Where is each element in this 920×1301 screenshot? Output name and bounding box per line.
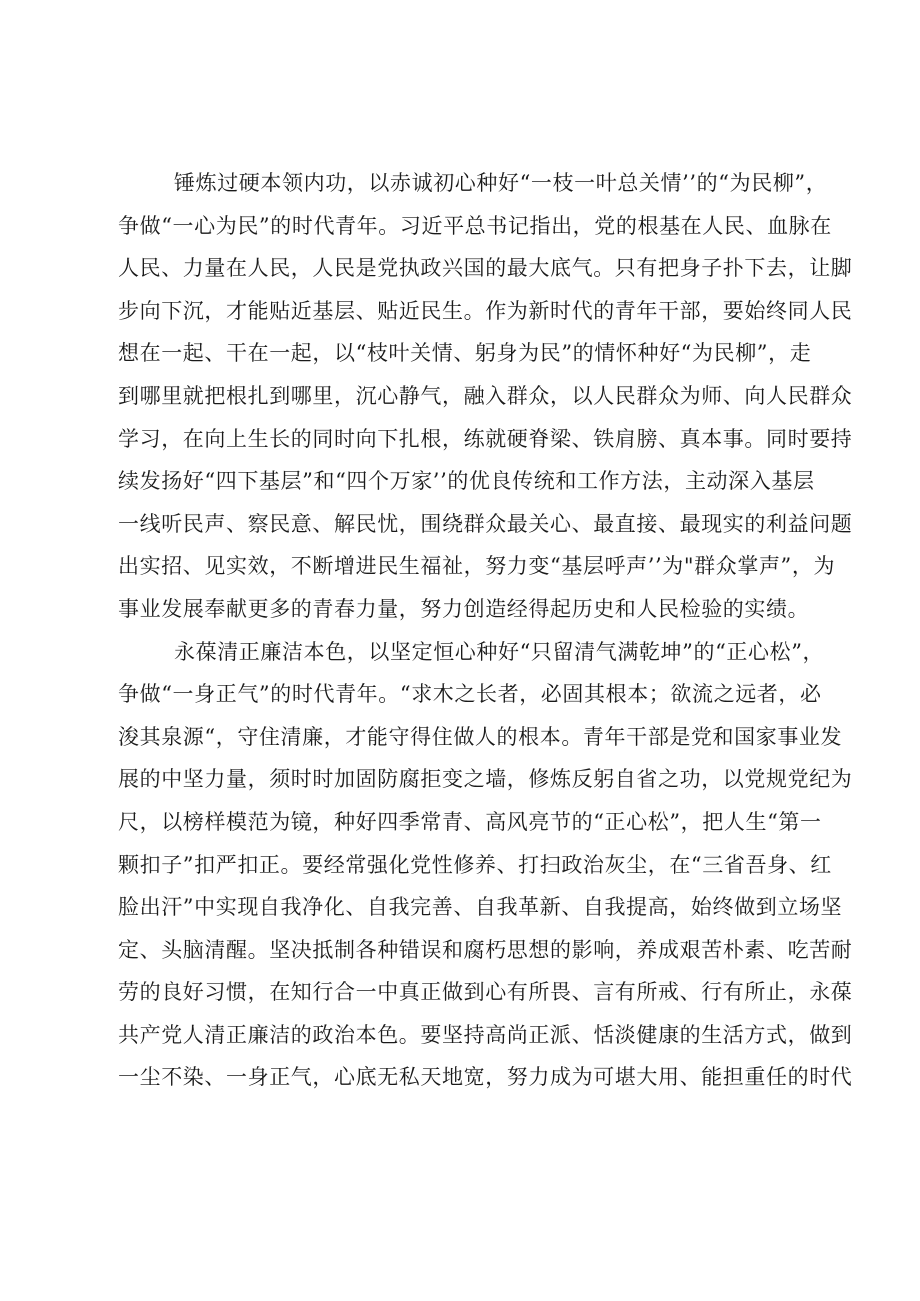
paragraph-line: 劳的良好习惯，在知行合一中真正做到心有所畏、言有所戒、行有所止，永葆 xyxy=(118,980,853,1005)
paragraph-serve-people xyxy=(118,162,853,631)
paragraph-line: 展的中坚力量，须时时加固防腐拒变之墙，修炼反躬自省之功，以党规党纪为 xyxy=(118,767,853,792)
paragraph-line: 步向下沉，才能贴近基层、贴近民生。作为新时代的青年干部，要始终同人民 xyxy=(118,298,853,323)
paragraph-line: 锤炼过硬本领内功，以赤诚初心种好“一枝一叶总关情’’的“为民柳”， xyxy=(174,171,828,195)
paragraph-line: 脸出汗”中实现自我净化、自我完善、自我革新、自我提高，始终做到立场坚 xyxy=(118,895,843,920)
paragraph-line: 想在一起、干在一起，以“枝叶关情、躬身为民”的情怀种好“为民柳”，走 xyxy=(118,341,812,366)
paragraph-integrity xyxy=(118,631,853,1100)
document-body xyxy=(118,162,853,1099)
paragraph-line: 永葆清正廉洁本色，以坚定恒心种好“只留清气满乾坤”的“正心松”， xyxy=(174,639,825,664)
paragraph-line: 人民、力量在人民，人民是党执政兴国的最大底气。只有把身子扑下去，让脚 xyxy=(118,256,853,281)
paragraph-line: 定、头脑清醒。坚决抵制各种错误和腐朽思想的影响，养成艰苦朴素、吃苦耐 xyxy=(118,937,853,962)
paragraph-line: 一尘不染、一身正气，心底无私天地宽，努力成为可堪大用、能担重任的时代 xyxy=(118,1065,853,1090)
paragraph-line: 一线听民声、察民意、解民忧，围绕群众最关心、最直接、最现实的利益问题 xyxy=(118,511,853,536)
paragraph-line: 争做“一身正气”的时代青年。“求木之长者，必固其根本；欲流之远者，必 xyxy=(118,682,822,707)
paragraph-line: 争做“一心为民”的时代青年。习近平总书记指出，党的根基在人民、血脉在 xyxy=(118,213,832,238)
paragraph-line: 续发扬好“四下基层”和“四个万家’’的优良传统和工作方法，主动深入基层 xyxy=(118,469,815,494)
paragraph-line: 颗扣子”扣严扣正。要经常强化党性修养、打扫政治灰尘，在“三省吾身、红 xyxy=(118,852,832,877)
paragraph-line: 浚其泉源“，守住清廉，才能守得住做人的根本。青年干部是党和国家事业发 xyxy=(118,724,843,749)
paragraph-line: 共产党人清正廉洁的政治本色。要坚持高尚正派、恬淡健康的生活方式，做到 xyxy=(118,1022,853,1047)
paragraph-line: 事业发展奉献更多的青春力量，努力创造经得起历史和人民检验的实绩。 xyxy=(118,596,810,621)
paragraph-line: 学习，在向上生长的同时向下扎根，练就硬脊梁、铁肩膀、真本事。同时要持 xyxy=(118,426,853,451)
paragraph-line: 尺，以榜样模范为镜，种好四季常青、高风亮节的“正心松”，把人生“第一 xyxy=(118,809,822,834)
paragraph-line: 到哪里就把根扎到哪里，沉心静气，融入群众，以人民群众为师、向人民群众 xyxy=(118,383,853,408)
paragraph-line: 出实招、见实效，不断增进民生福祉，努力变“基层呼声’’为"群众掌声”，为 xyxy=(118,554,836,579)
